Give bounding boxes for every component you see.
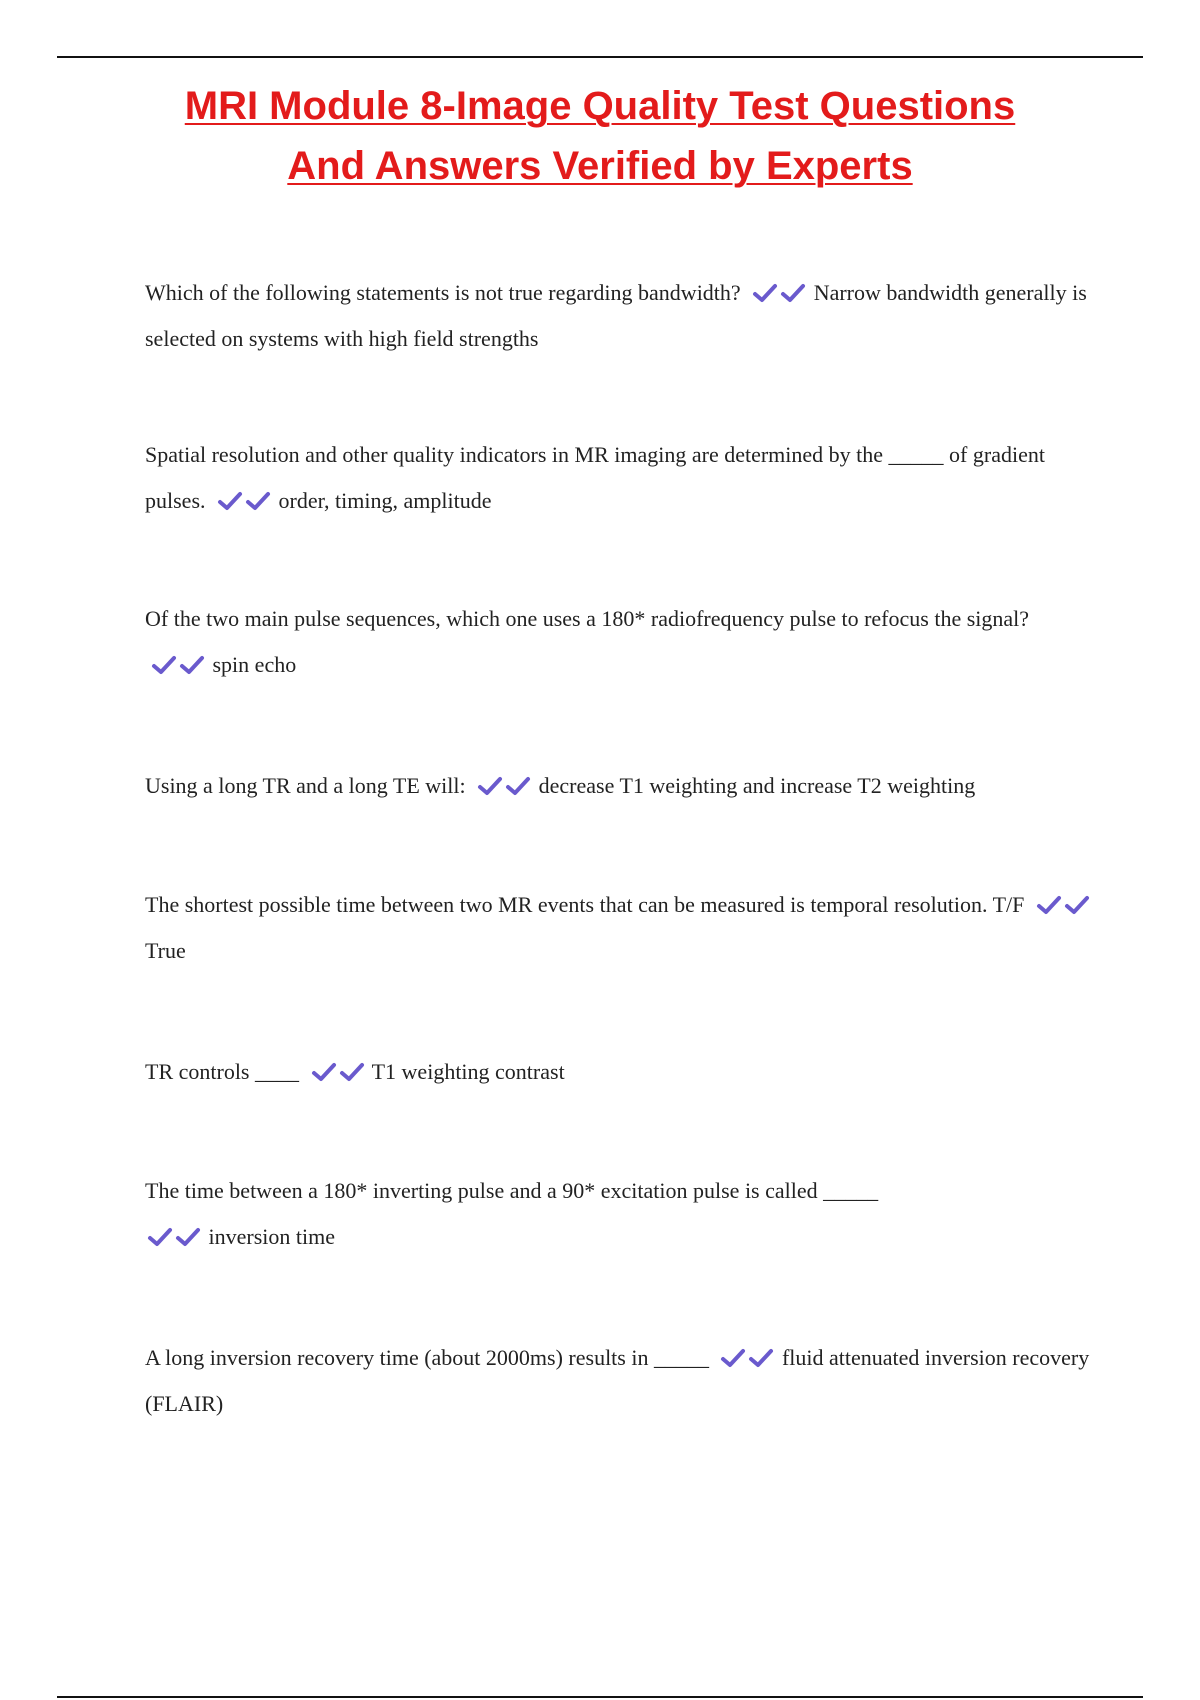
answer-marker <box>475 763 531 809</box>
check-mark-icon <box>175 1226 201 1248</box>
question-text: Using a long TR and a long TE will: <box>145 773 466 798</box>
check-mark-icon <box>1036 894 1062 916</box>
check-mark-icon <box>505 775 531 797</box>
answer-text: spin echo <box>212 652 297 677</box>
question-text: Which of the following statements is not true regarding bandwidth? <box>145 280 741 305</box>
check-mark-icon <box>720 1347 746 1369</box>
answer-text: order, timing, amplitude <box>278 488 492 513</box>
check-mark-icon <box>147 1226 173 1248</box>
answer-text: T1 weighting contrast <box>371 1059 565 1084</box>
qa-item <box>145 1049 1095 1095</box>
answer-marker <box>1034 882 1090 928</box>
check-mark-icon <box>245 490 271 512</box>
check-mark-icon <box>339 1061 365 1083</box>
question-text: Of the two main pulse sequences, which one uses a 180* radiofrequency pulse to refocus the signal? <box>145 606 1030 631</box>
page-title <box>60 76 1140 196</box>
answer-marker <box>309 1049 365 1095</box>
check-mark-icon <box>179 654 205 676</box>
qa-item <box>145 432 1095 524</box>
answer-marker <box>145 1214 201 1260</box>
answer-text: True <box>145 938 186 963</box>
answer-marker <box>149 642 205 688</box>
question-text: The shortest possible time between two MR events that can be measured is temporal resolution. T/F <box>145 892 1025 917</box>
qa-item <box>145 882 1095 974</box>
check-mark-icon <box>748 1347 774 1369</box>
question-text: The time between a 180* inverting pulse and a 90* excitation pulse is called _____ <box>145 1178 879 1203</box>
qa-item <box>145 1335 1095 1427</box>
check-mark-icon <box>217 490 243 512</box>
check-mark-icon <box>151 654 177 676</box>
answer-marker <box>718 1335 774 1381</box>
answer-text: decrease T1 weighting and increase T2 weighting <box>538 773 976 798</box>
check-mark-icon <box>1064 894 1090 916</box>
answer-marker <box>215 478 271 524</box>
title-line-2: And Answers Verified by Experts <box>287 144 913 188</box>
qa-item <box>145 763 1095 809</box>
answer-marker <box>750 270 806 316</box>
bottom-rule <box>57 1696 1143 1698</box>
answer-text: inversion time <box>208 1224 335 1249</box>
qa-item <box>145 596 1095 688</box>
title-line-1: MRI Module 8-Image Quality Test Questions <box>184 84 1016 128</box>
question-text: Spatial resolution and other quality indicators in MR imaging are determined by the _____ of gradient pulses. <box>145 442 1045 513</box>
top-rule <box>57 56 1143 58</box>
answer-text: Narrow bandwidth generally is selected on systems with high field strengths <box>145 280 1087 351</box>
question-text: TR controls ____ <box>145 1059 299 1084</box>
check-mark-icon <box>752 282 778 304</box>
qa-item <box>145 1168 1095 1260</box>
check-mark-icon <box>477 775 503 797</box>
answer-text: fluid attenuated inversion recovery (FLAIR) <box>145 1345 1090 1416</box>
qa-item <box>145 270 1095 362</box>
check-mark-icon <box>780 282 806 304</box>
check-mark-icon <box>311 1061 337 1083</box>
question-text: A long inversion recovery time (about 2000ms) results in _____ <box>145 1345 709 1370</box>
